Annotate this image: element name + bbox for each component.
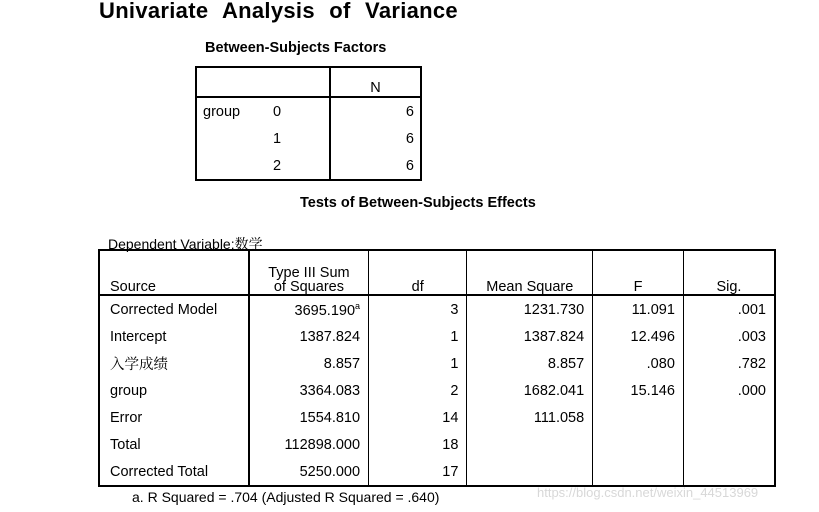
between-subjects-effects-table xyxy=(98,249,776,487)
table-row xyxy=(99,404,775,431)
factor-level-n: 6 xyxy=(330,152,421,180)
cell-mean-square xyxy=(467,431,593,458)
factor-level-n: 6 xyxy=(330,125,421,152)
table-row xyxy=(99,323,775,350)
cell-mean-square: 1682.041 xyxy=(467,377,593,404)
cell-sig: .003 xyxy=(683,323,775,350)
cell-sig: .000 xyxy=(683,377,775,404)
effects-table-title: Tests of Between-Subjects Effects xyxy=(300,195,536,211)
cell-sig xyxy=(683,431,775,458)
cell-sum-of-squares: 1554.810 xyxy=(249,404,369,431)
header-ss-line2: of Squares xyxy=(273,279,344,295)
table-row xyxy=(99,458,775,486)
cell-sum-of-squares: 3364.083 xyxy=(249,377,369,404)
cell-f: 15.146 xyxy=(593,377,684,404)
cell-sum-of-squares: 3695.190$^a$ xyxy=(249,295,369,323)
factor-cell xyxy=(196,97,330,125)
factor-cell xyxy=(196,152,330,180)
cell-sig xyxy=(683,404,775,431)
page-title: Univariate Analysis of Variance xyxy=(99,0,458,23)
cell-f: .080 xyxy=(593,350,684,377)
cell-sum-of-squares: 5250.000 xyxy=(249,458,369,486)
between-subjects-factors-table xyxy=(195,66,422,181)
cell-source: Error xyxy=(110,409,143,426)
cell-sum-of-squares: 1387.824 xyxy=(249,323,369,350)
cell-sig: .782 xyxy=(683,350,775,377)
cell-source: Corrected Model xyxy=(110,301,218,318)
cell-df: 17 xyxy=(369,458,467,486)
cell-f xyxy=(593,431,684,458)
cell-f xyxy=(593,404,684,431)
cell-source: Intercept xyxy=(110,328,167,345)
cell-df: 1 xyxy=(369,350,467,377)
cell-mean-square: 111.058 xyxy=(467,404,593,431)
header-f: F xyxy=(593,250,684,295)
effects-header-row xyxy=(99,250,775,295)
effects-body xyxy=(99,295,775,486)
cell-sum-of-squares: 112898.000 xyxy=(249,431,369,458)
table-row xyxy=(99,350,775,377)
cell-df: 3 xyxy=(369,295,467,323)
header-sig: Sig. xyxy=(683,250,775,295)
cell-mean-square: 1231.730 xyxy=(467,295,593,323)
cell-source: group xyxy=(110,382,148,399)
cell-sum-of-squares: 8.857 xyxy=(249,350,369,377)
dependent-variable-label: Dependent Variable:数学 xyxy=(108,236,263,252)
factors-row xyxy=(196,152,421,180)
cell-df: 18 xyxy=(369,431,467,458)
watermark: https://blog.csdn.net/weixin_44513969 xyxy=(537,485,759,500)
cell-source: 入学成绩 xyxy=(110,357,168,373)
cell-df: 1 xyxy=(369,323,467,350)
cell-f: 11.091 xyxy=(593,295,684,323)
factor-level: 0 xyxy=(273,103,282,120)
factors-table-title: Between-Subjects Factors xyxy=(205,40,387,56)
factor-cell xyxy=(196,125,330,152)
footnote: a. R Squared = .704 (Adjusted R Squared = .640) xyxy=(132,489,440,505)
cell-f xyxy=(593,458,684,486)
cell-source: Total xyxy=(110,436,141,453)
factor-name: group xyxy=(203,103,241,120)
factor-level: 1 xyxy=(273,130,282,147)
factor-level-n: 6 xyxy=(330,97,421,125)
cell-mean-square: 1387.824 xyxy=(467,323,593,350)
table-row xyxy=(99,295,775,323)
cell-source: Corrected Total xyxy=(110,463,209,480)
cell-sig: .001 xyxy=(683,295,775,323)
header-mean-square: Mean Square xyxy=(467,250,593,295)
cell-f: 12.496 xyxy=(593,323,684,350)
cell-df: 2 xyxy=(369,377,467,404)
table-row xyxy=(99,431,775,458)
factors-header-blank xyxy=(196,67,330,97)
header-sum-of-squares xyxy=(249,250,369,295)
header-df: df xyxy=(369,250,467,295)
cell-mean-square: 8.857 xyxy=(467,350,593,377)
factors-row xyxy=(196,97,421,125)
cell-df: 14 xyxy=(369,404,467,431)
cell-sig xyxy=(683,458,775,486)
factors-row xyxy=(196,125,421,152)
header-ss-line1: Type III Sum xyxy=(268,265,350,281)
factors-header-row xyxy=(196,67,421,97)
table-row xyxy=(99,377,775,404)
footnote-marker: a xyxy=(355,300,361,311)
factors-header-n: N xyxy=(330,67,421,97)
cell-mean-square xyxy=(467,458,593,486)
header-source: Source xyxy=(99,250,249,295)
factor-level: 2 xyxy=(273,157,282,174)
